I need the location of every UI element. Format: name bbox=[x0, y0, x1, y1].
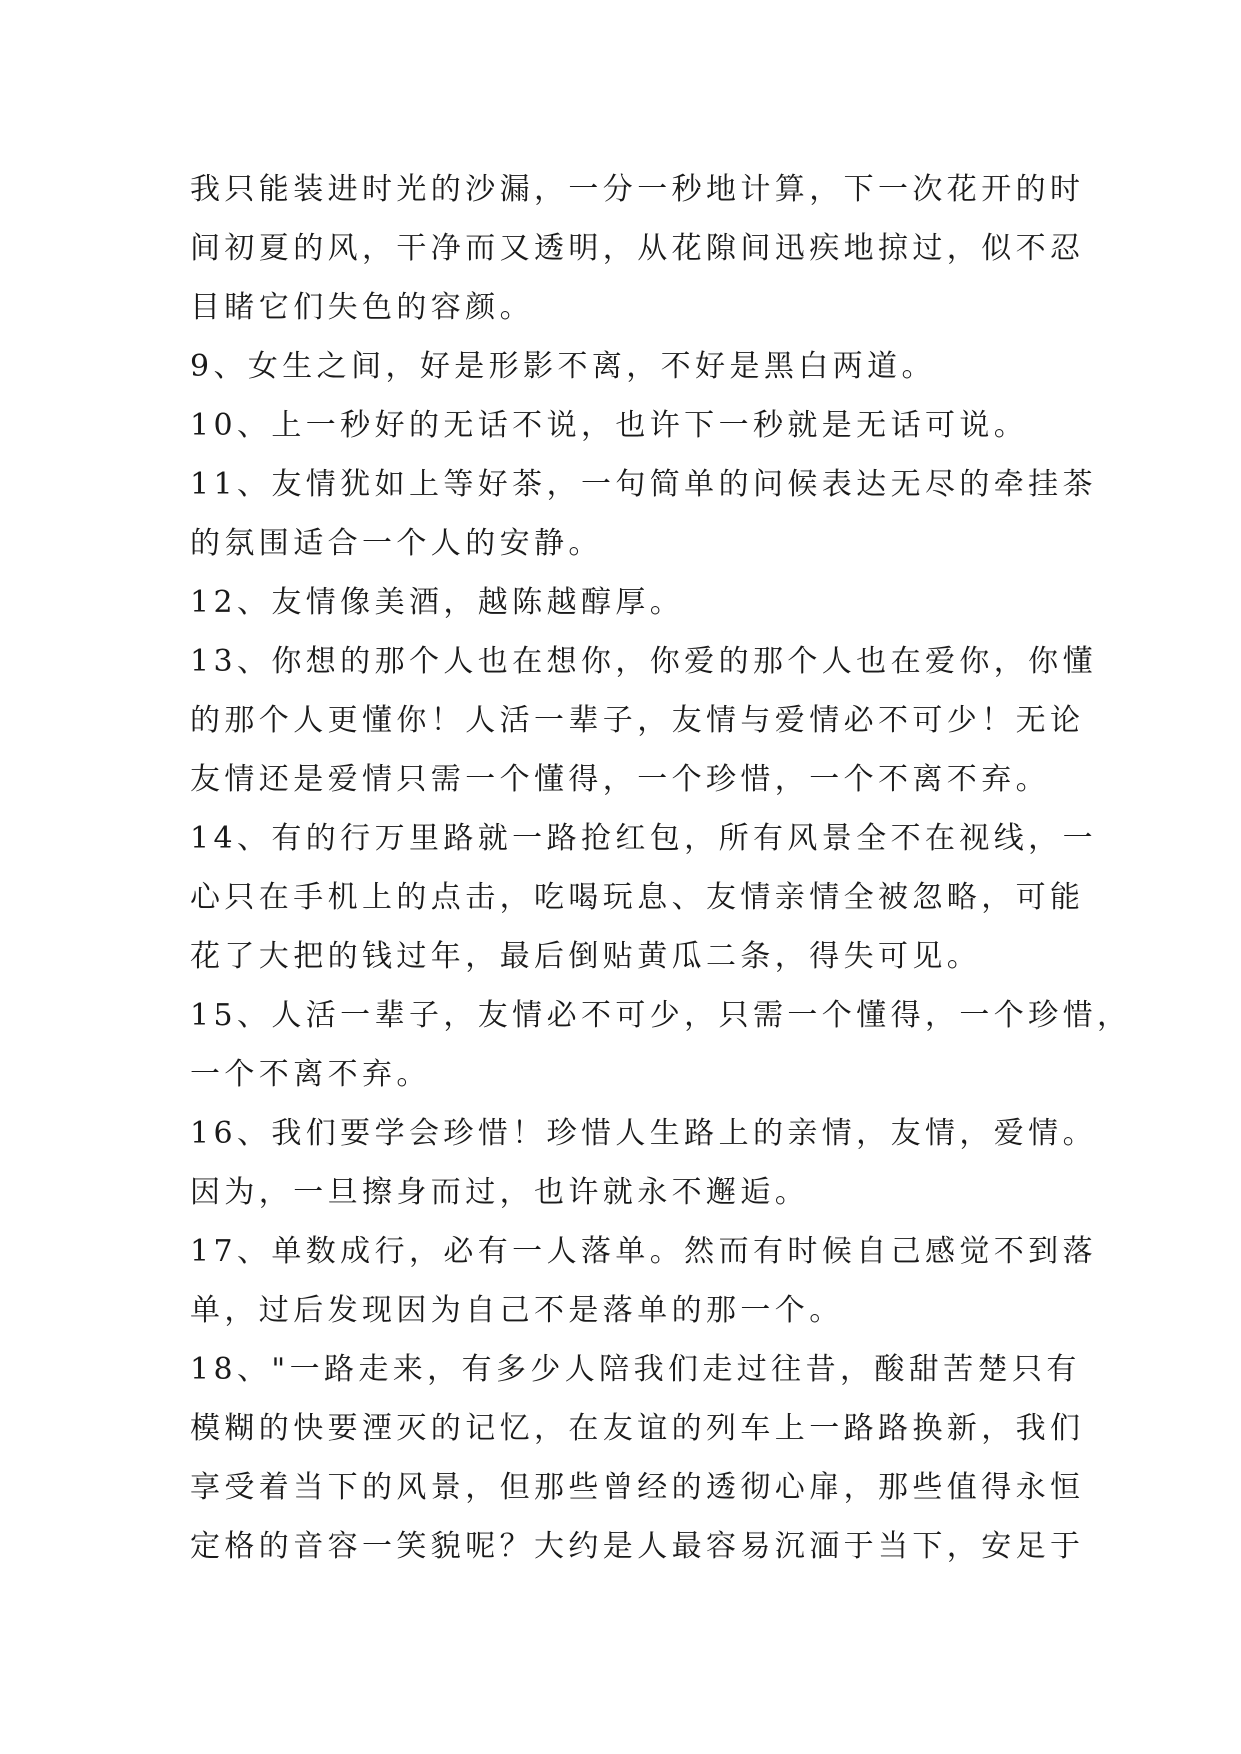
text-line: 12、友情像美酒，越陈越醇厚。 bbox=[190, 585, 685, 620]
text-line: 享受着当下的风景，但那些曾经的透彻心扉，那些值得永恒 bbox=[190, 1470, 1085, 1505]
text-line: 9、女生之间，好是形影不离，不好是黑白两道。 bbox=[190, 349, 936, 384]
text-line: 间初夏的风，干净而又透明，从花隙间迅疾地掠过，似不忍 bbox=[190, 231, 1085, 266]
text-line: 因为，一旦擦身而过，也许就永不邂逅。 bbox=[190, 1175, 810, 1210]
text-line: 模糊的快要湮灭的记忆，在友谊的列车上一路路换新，我们 bbox=[190, 1411, 1085, 1446]
text-line: 我只能装进时光的沙漏，一分一秒地计算，下一次花开的时 bbox=[190, 172, 1085, 207]
text-line: 目睹它们失色的容颜。 bbox=[190, 290, 534, 325]
text-line: 18、"一路走来，有多少人陪我们走过往昔，酸甜苦楚只有 bbox=[190, 1352, 1081, 1387]
text-line: 定格的音容一笑貌呢？大约是人最容易沉湎于当下，安足于 bbox=[190, 1529, 1085, 1564]
text-line: 花了大把的钱过年，最后倒贴黄瓜二条，得失可见。 bbox=[190, 939, 982, 974]
text-line: 13、你想的那个人也在想你，你爱的那个人也在爱你，你懂 bbox=[190, 644, 1097, 679]
text-line: 17、单数成行，必有一人落单。然而有时候自己感觉不到落 bbox=[190, 1234, 1097, 1269]
text-line: 一个不离不弃。 bbox=[190, 1057, 431, 1092]
text-line: 14、有的行万里路就一路抢红包，所有风景全不在视线，一 bbox=[190, 821, 1097, 856]
text-line: 心只在手机上的点击，吃喝玩息、友情亲情全被忽略，可能 bbox=[190, 880, 1085, 915]
document-body bbox=[190, 160, 1132, 1576]
text-line: 的那个人更懂你！人活一辈子，友情与爱情必不可少！无论 bbox=[190, 703, 1085, 738]
text-line: 10、上一秒好的无话不说，也许下一秒就是无话可说。 bbox=[190, 408, 1029, 443]
text-line: 友情还是爱情只需一个懂得，一个珍惜，一个不离不弃。 bbox=[190, 762, 1050, 797]
text-line: 11、友情犹如上等好茶，一句简单的问候表达无尽的牵挂茶 bbox=[190, 467, 1097, 502]
text-line: 15、人活一辈子，友情必不可少，只需一个懂得，一个珍惜， bbox=[190, 998, 1132, 1033]
text-line: 的氛围适合一个人的安静。 bbox=[190, 526, 603, 561]
text-line: 16、我们要学会珍惜！珍惜人生路上的亲情，友情，爱情。 bbox=[190, 1116, 1097, 1151]
text-line: 单，过后发现因为自己不是落单的那一个。 bbox=[190, 1293, 844, 1328]
